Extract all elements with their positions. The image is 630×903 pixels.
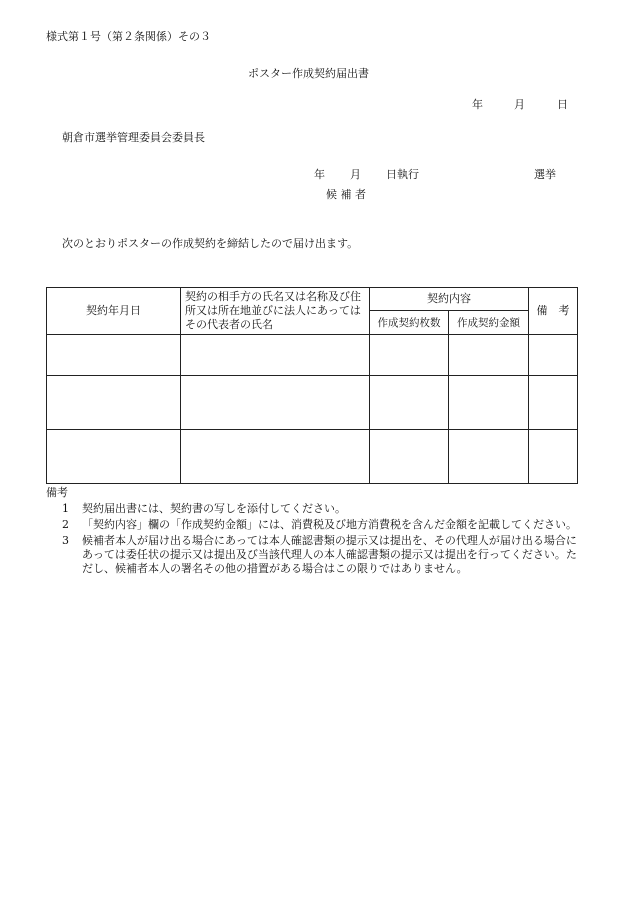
header-remarks: 備 考 xyxy=(529,288,578,335)
table-row xyxy=(47,335,578,376)
document-title: ポスター作成契約届出書 xyxy=(248,67,369,80)
cell-amount[interactable] xyxy=(449,335,529,376)
note-item xyxy=(46,502,586,516)
table-row xyxy=(47,430,578,484)
header-contract-date: 契約年月日 xyxy=(47,288,181,335)
cell-date[interactable] xyxy=(47,335,181,376)
election-label: 選挙 xyxy=(534,168,556,181)
date-day: 日 xyxy=(557,98,568,111)
date-month: 月 xyxy=(514,98,525,111)
date-year: 年 xyxy=(472,98,483,111)
table-row xyxy=(47,376,578,430)
cell-counterparty[interactable] xyxy=(181,335,370,376)
header-counterparty: 契約の相手方の氏名又は名称及び住所又は所在地並びに法人にあってはその代表者の氏名 xyxy=(181,288,370,335)
election-year: 年 xyxy=(314,168,325,181)
election-month: 月 xyxy=(350,168,361,181)
note-item xyxy=(46,518,586,532)
note-text: 契約届出書には、契約書の写しを添付してください。 xyxy=(82,502,346,515)
notes-heading: 備考 xyxy=(46,486,68,499)
note-item xyxy=(46,534,586,576)
cell-count[interactable] xyxy=(370,376,449,430)
cell-remarks[interactable] xyxy=(529,430,578,484)
statement: 次のとおりポスターの作成契約を締結したので届け出ます。 xyxy=(62,237,359,250)
cell-amount[interactable] xyxy=(449,376,529,430)
cell-amount[interactable] xyxy=(449,430,529,484)
note-text: 「契約内容」欄の「作成契約金額」には、消費税及び地方消費税を含んだ金額を記載してください。 xyxy=(82,518,577,531)
note-text: 候補者本人が届け出る場合にあっては本人確認書類の提示又は提出を、その代理人が届け出る場合にあっては委任状の提示又は提出及び当該代理人の本人確認書類の提示又は提出を行ってください。ただし、候補者本人の署名その他の措置がある場合はこの限りではありません。 xyxy=(82,534,577,575)
form-number: 様式第１号（第２条関係）その３ xyxy=(46,30,211,43)
header-poster-count: 作成契約枚数 xyxy=(370,311,449,335)
cell-date[interactable] xyxy=(47,376,181,430)
cell-count[interactable] xyxy=(370,335,449,376)
header-contract-amount: 作成契約金額 xyxy=(449,311,529,335)
notes-section xyxy=(46,486,586,578)
note-number: 3 xyxy=(62,534,69,547)
note-number: 2 xyxy=(62,518,69,531)
cell-counterparty[interactable] xyxy=(181,430,370,484)
addressee: 朝倉市選挙管理委員会委員長 xyxy=(62,131,205,144)
cell-remarks[interactable] xyxy=(529,376,578,430)
cell-count[interactable] xyxy=(370,430,449,484)
election-day-exec: 日執行 xyxy=(386,168,419,181)
cell-date[interactable] xyxy=(47,430,181,484)
candidate-label: 候 補 者 xyxy=(326,188,366,201)
header-contract-content: 契約内容 xyxy=(370,288,529,311)
cell-remarks[interactable] xyxy=(529,335,578,376)
contract-table xyxy=(46,287,578,484)
note-number: 1 xyxy=(62,502,69,515)
cell-counterparty[interactable] xyxy=(181,376,370,430)
